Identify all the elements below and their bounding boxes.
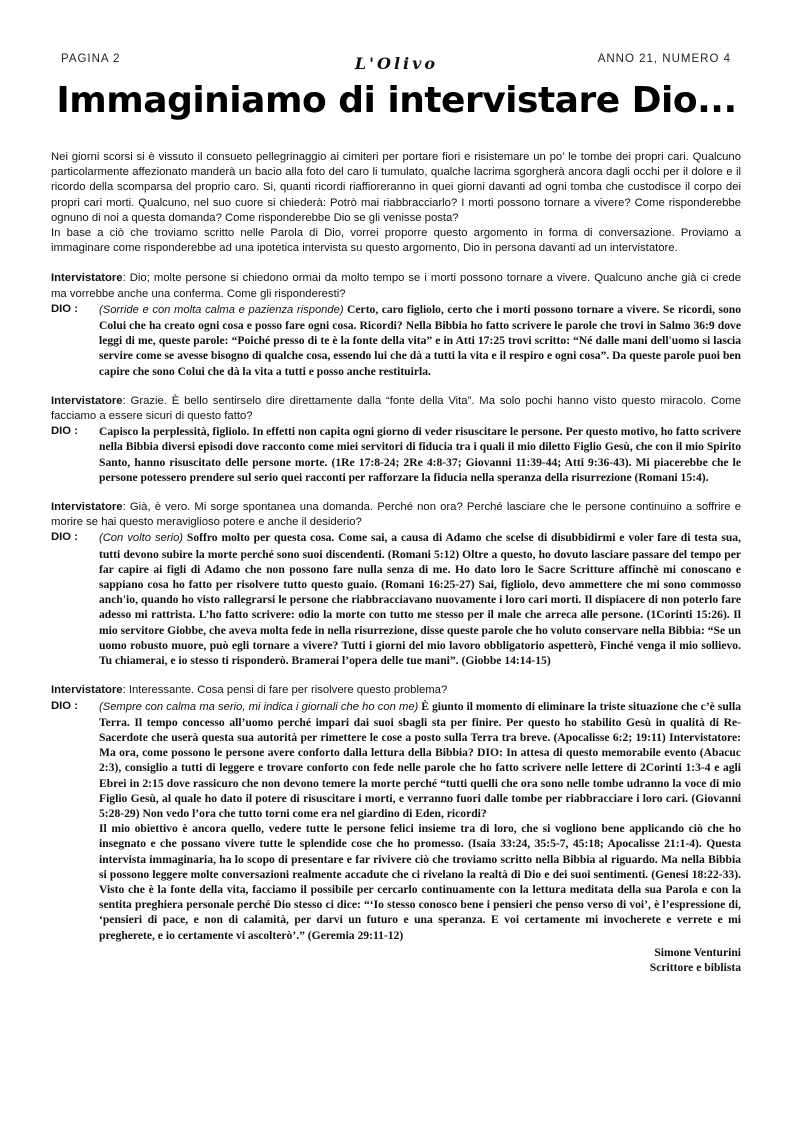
stage-direction: (Sorride e con molta calma e pazienza risponde) <box>99 303 344 316</box>
issue-number: ANNO 21, NUMERO 4 <box>597 53 731 65</box>
answer-text: Soffro molto per questa cosa. Come sai, a causa di Adamo che scelse di disubbidirmi e voler fare di testa sua, tutti devono subire la morte perché sono suoi discendenti. (Romani 5:12) Oltre a questo, ho dovuto lasciare passare del tempo per far capire ai figli di Adamo che non possono fare nulla senza di me. Ho dato loro le Sacre Scritture affinchè mi conoscano e sappiano cosa ho fatto per risolvere tutto questo guaio. (Romani 16:25-27) Sai, figliolo, devo ammettere che mi sono commosso anch'io, quando ho visto rallegrarsi le persone che riabbracciavano nuovamente i loro cari morti. Il dispiacere di non poterlo fare adesso mi rattrista. L’ho fatto scrivere: odio la morte con tutto me stesso per il male che arreca alle persone. (1Corinti 15:26). Il mio servitore Giobbe, che aveva molta fede in nella risurrezione, disse queste parole che ho voluto conservare nella Bibbia: “Se un uomo robusto muore, può egli tornare a vivere? Tutti i giorni del mio lavoro obbligatorio aspetterò, Finché venga il mio sollievo. Tu chiamerai, e io stesso ti risponderò. Bramerai l’opera delle tue mani”. (Giobbe 14:14-15) <box>99 531 741 668</box>
author-signature <box>51 945 741 975</box>
interview-answer-1 <box>51 302 741 379</box>
answer-text: Certo, caro figliolo, certo che i morti possono tornare a vivere. Se ricordi, sono Colui che ha creato ogni cosa e posso fare ogni cosa. Ricordi? Nella Bibbia ho fatto scrivere le parole che trovi in Salmo 36:9 dove leggi di me, queste parole: “Poiché presso di te è la fonte della vita” e in Atti 17:25 trovi scritto: “Né dalle mani dell'uomo si lascia servire come se avesse bisogno di qualche cosa, essendo lui che dà a tutti la vita e il respiro e ogni cosa”. Da queste parole puoi ben capire che sono Colui che dà la vita a tutti e posso anche restituirla. <box>99 302 741 378</box>
answer-text: Capisco la perplessità, figliolo. In effetti non capita ogni giorno di veder risuscitare le persone. Per questo motivo, ho fatto scrivere nella Bibbia diversi episodi dove racconto come miei servitori di fiducia tra i quali il mio diletto Figlio Gesù, che con il mio Spirito Santo, hanno risuscitato delle persone morte. (1Re 17:8-24; 2Re 4:8-37; Giovanni 11:39-44; Atti 9:36-43). Mi piacerebbe che le persone potessero prendere sul serio quei racconti per rafforzare la fiducia nella speranza della risurrezione (Romani 15:4). <box>99 425 741 484</box>
speaker-label: Intervistatore <box>51 684 123 697</box>
intro-paragraph: Nei giorni scorsi si è vissuto il consueto pellegrinaggio ai cimiteri per portare fiori e risistemare un po’ le tombe dei propri cari. Qualcuno particolarmente affezionato manderà un bacio alla foto del caro li tumulato, qualche lacrima sgorgherà ancora dagli occhi per il dolore e il ricordo della scomparsa del proprio caro. Si, quanti ricordi riaffioreranno in quei giorni davanti ad ogni tomba che custodisce il corpo dei propri cari morti. Qualcuno, nel suo cuore si chiederà: Potrò mai riabbracciarlo? I morti possono tornare a vivere? Come risponderebbe ognuno di noi a questa domanda? Come risponderebbe Dio se gli venisse posta? <box>51 151 741 224</box>
speaker-label: DIO : <box>51 531 78 544</box>
interview-answer-4 <box>51 699 741 943</box>
interview-answer-3 <box>51 530 741 668</box>
article-body <box>51 150 741 975</box>
question-text: : Dio; molte persone si chiedono ormai da molto tempo se i morti possono tornare a vivere. Qualcuno anche già ci crede ma vorrebbe anche una conferma. Come gli risponderesti? <box>51 272 741 300</box>
interview-question-4 <box>51 683 741 698</box>
author-name: Simone Venturini <box>654 945 741 959</box>
question-text: : Grazie. È bello sentirselo dire direttamente dalla “fonte della Vita”. Ma solo pochi hanno visto questo miracolo. Come facciamo a essere sicuri di questo fatto? <box>51 394 741 423</box>
stage-direction: (Con volto serio) <box>99 532 184 545</box>
author-role: Scrittore e biblista <box>649 960 741 974</box>
page-number: PAGINA 2 <box>61 53 121 65</box>
question-text: : Già, è vero. Mi sorge spontanea una domanda. Perché non ora? Perché lasciare che le persone continuino a soffrire e morire se hai questo meraviglioso potere e anche il desiderio? <box>51 501 741 529</box>
interview-answer-2 <box>51 424 741 485</box>
interview-question-2 <box>51 394 741 424</box>
intro-paragraph-2: In base a ciò che troviamo scritto nelle Parola di Dio, vorrei proporre questo argomento in forma di conversazione. Proviamo a immaginare come risponderebbe ad una ipotetica intervista su questo argomento, Dio in persona davanti ad un intervistatore. <box>51 227 741 255</box>
interview-question-1 <box>51 271 741 301</box>
stage-direction: (Sempre con calma ma serio, mi indica i giornali che ho con me) <box>99 700 419 713</box>
interview-question-3 <box>51 500 741 530</box>
speaker-label: DIO : <box>51 302 78 315</box>
newsletter-logo: L'Olivo <box>354 54 439 73</box>
answer-text: È giunto il momento di eliminare la triste situazione che c’è sulla Terra. Il tempo concesso all’uomo perché impari dai suoi sbagli sta per finire. Per questo ho stabilito Gesù in qualità di Re-Sacerdote che userà questa sua autorità per rimettere le cose a posto sulla Terra tra breve. (Apocalisse 6:2; 19:11) Intervistatore: Ma ora, come possono le persone avere conforto dalla lettura della Bibbia? DIO: In attesa di questo memorabile evento (Abacuc 2:3), consiglio a tutti di leggere e trovare conforto con fede nelle parole che ho fatto scrivere nelle lettere di 2Corinti 1:3-4 e agli Ebrei in 2:15 dove rassicuro che non devono temere la morte perché “tutti quelli che ora sono nelle tombe udranno la voce di mio Figlio Gesù, al quale ho dato il potere di risuscitare i morti, e verranno fuori dalle tombe per riabbracciare i loro cari. (Giovanni 5:28-29) Non vedo l’ora che tutto torni come era nel giardino di Eden, ricordi? <box>99 699 742 820</box>
speaker-label: Intervistatore <box>51 501 123 514</box>
speaker-label: Intervistatore <box>51 272 123 285</box>
question-text: : Interessante. Cosa pensi di fare per risolvere questo problema? <box>122 684 448 697</box>
speaker-label: DIO : <box>51 425 78 438</box>
speaker-label: DIO : <box>51 699 78 712</box>
speaker-label: Intervistatore <box>51 394 123 407</box>
article-title: Immaginiamo di intervistare Dio... <box>56 80 737 121</box>
answer-text-continued: Il mio obiettivo è ancora quello, vedere tutte le persone felici insieme tra di loro, che si vogliono bene applicando ciò che ho insegnato e che possano vivere tutte le splendide cose che ho promesso. (Isaia 33:24, 35:5-7, 45:18; Apocalisse 21:1-4). Questa intervista immaginaria, ha lo scopo di presentare e far rivivere ciò che troviamo scritto nella Bibbia al riguardo. Ma nella Bibbia si possono leggere molte conversazioni realmente accadute che ci rivelano la realtà di Dio e dei suoi sentimenti. (Genesi 18:22-33). Visto che è la fonte della vita, facciamo il possibile per cercarlo continuamente con la lettura meditata della sua Parola e con la sentita preghiera personale perché Dio stesso ci dice: “‘Io stesso conosco bene i pensieri che penso verso di voi’, è l’espressione di, ‘pensieri di pace, e non di calamità, per darvi un futuro e una speranza. E voi certamente mi invocherete e verrete e mi pregherete, e io certamente vi ascolterò’.” (Geremia 29:11-12) <box>99 822 741 942</box>
